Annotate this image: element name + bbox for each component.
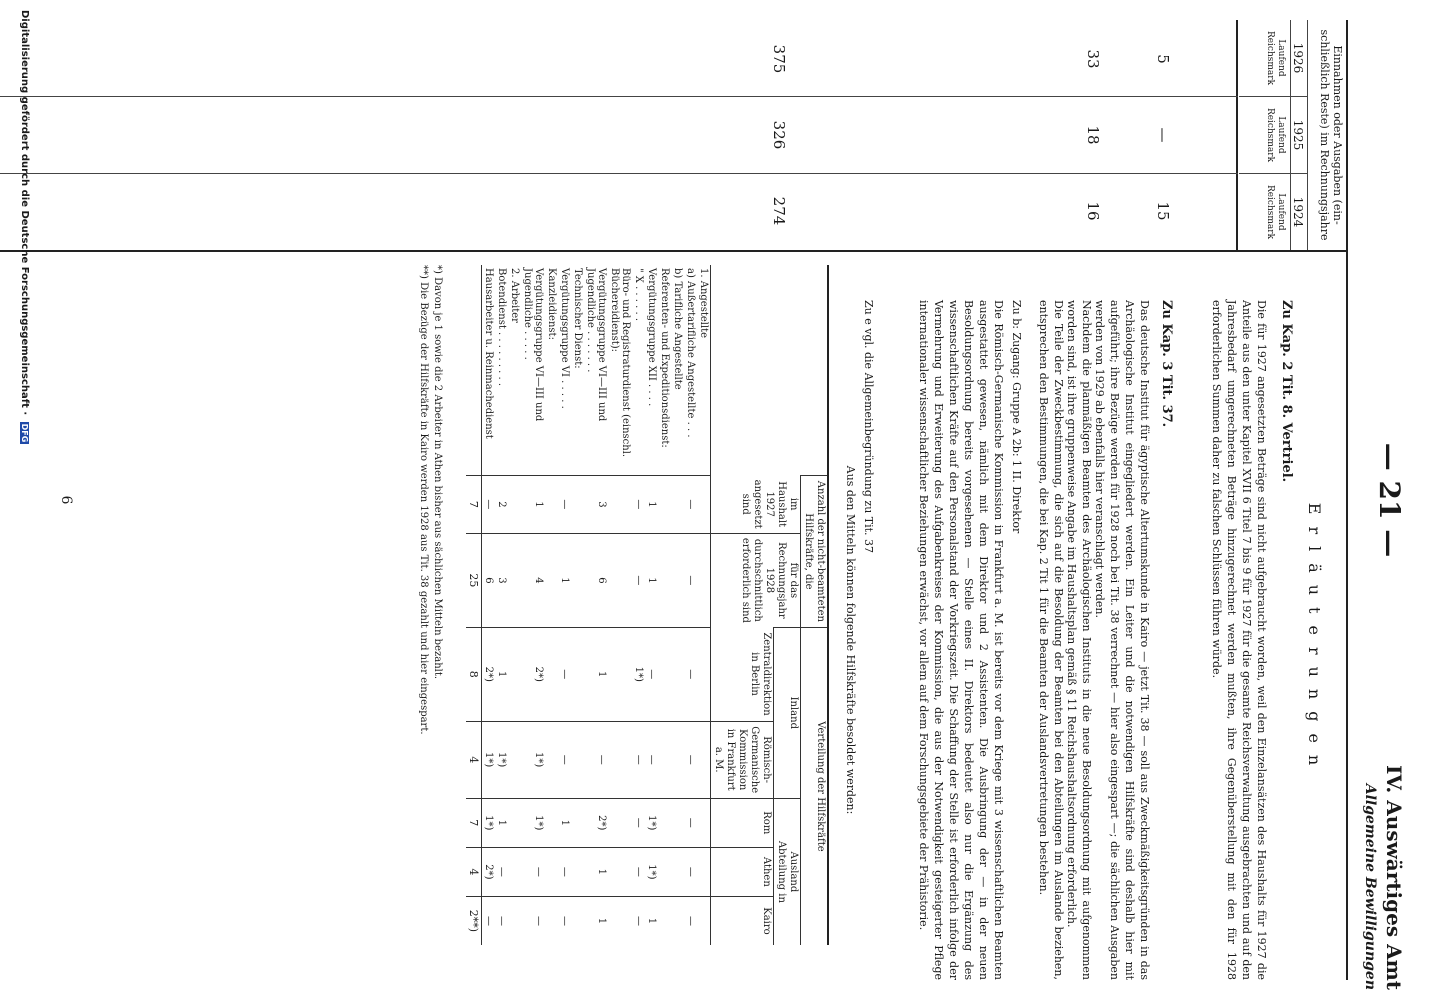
- footnote-1: *) Davon je 1 sowie die 2 Arbeiter in Athen bisher aus sächlichen Mitteln bezahlt.: [432, 265, 443, 680]
- cell: 1: [558, 533, 571, 627]
- cell: 7: [466, 798, 482, 847]
- cell: 2*): [584, 798, 608, 847]
- table-row: [608, 265, 632, 945]
- section-title: IV. Auswärtiges Amt: [1382, 764, 1406, 990]
- cell: [658, 533, 671, 627]
- cell: [658, 721, 671, 798]
- table-row: [584, 265, 608, 945]
- cell: —: [521, 847, 545, 896]
- cell: —: [558, 721, 571, 798]
- table-row: [545, 265, 558, 945]
- cell: [697, 627, 711, 721]
- cell: 6: [584, 533, 608, 627]
- header-rom: Rom: [711, 798, 774, 847]
- cell: —: [632, 798, 645, 847]
- cell: 1*): [645, 847, 658, 896]
- erlaeuterungen-heading: Erläuterungen: [1305, 502, 1324, 778]
- cell: [545, 627, 558, 721]
- cell: [697, 798, 711, 847]
- cell: 1: [521, 475, 545, 533]
- cell: 1: [645, 533, 658, 627]
- cell: 25: [466, 533, 482, 627]
- cell: [671, 475, 684, 533]
- cell: [608, 798, 632, 847]
- cell: [608, 475, 632, 533]
- cell: [571, 721, 584, 798]
- row-label: [466, 265, 482, 475]
- cell: [658, 627, 671, 721]
- cell: 1*): [482, 721, 496, 798]
- cell: 7: [466, 475, 482, 533]
- value-1926-row1: 5: [1154, 54, 1172, 64]
- row-label: Hausarbeiter u. Reinmachedienst: [483, 268, 494, 439]
- cell: 2**): [466, 896, 482, 945]
- row-label: " X . . . . . .: [633, 268, 644, 322]
- table-corner: [711, 265, 829, 475]
- cell: [697, 533, 711, 627]
- row-label: Vergütungsgruppe VI . . . . .: [559, 268, 570, 409]
- unit-label: Laufend Reichsmark: [1265, 184, 1286, 240]
- row-label: Referenten- und Expeditionsdienst:: [659, 268, 670, 448]
- cell: 6: [482, 533, 496, 627]
- header-ausland-label: Ausland: [788, 851, 799, 893]
- row-label: Technischer Dienst:: [572, 268, 583, 369]
- statistics-column: [0, 20, 1348, 252]
- cell: [658, 847, 671, 896]
- table-row: [632, 265, 645, 945]
- cell: [697, 896, 711, 945]
- table-row: [482, 265, 496, 945]
- value-1924-row2: 16: [1084, 201, 1102, 221]
- folio-number: 6: [58, 495, 74, 505]
- cell: [545, 798, 558, 847]
- cell: 1: [495, 627, 508, 721]
- cell: [658, 896, 671, 945]
- cell: 2*): [521, 627, 545, 721]
- cell: 4: [466, 721, 482, 798]
- statistics-caption: Einnahmen oder Ausgaben (ein-schließlich Reste) im Rechnungsjahre: [1318, 29, 1344, 241]
- table-row: [495, 265, 508, 945]
- cell: 1*): [521, 798, 545, 847]
- paragraph-kap2: Die für 1927 angesetzten Beträge sind nicht aufgebraucht worden, weil den Einzelansätzen des Haushalts für 1927 die Anteile aus den unter Kapitel XVII 6 Titel 7 bis 9 für 1927 für die gesamte Reichsverwaltung ausgebrachten und auf den Jahresbedarf umgerechneten Beträge hinzugerechnet werden mußten, ihre Gegenüberstellung mit den für 1928 erforderlichen Summen daher zu falschen Schlüssen führen würde.: [1210, 300, 1268, 980]
- cell: 2*): [482, 627, 496, 721]
- header-inland: Inland: [774, 627, 801, 798]
- row-label: a) Außertarifliche Angestellte . . .: [685, 268, 696, 438]
- year-columns: [1239, 20, 1308, 250]
- paragraph-zugang: Zu b: Zugang: Gruppe A 2b: 1 II. Direktor: [1010, 300, 1023, 534]
- header-fuer-das: für das Rechnungsjahr 1928 durchschnittlich erforderlich sind: [711, 533, 801, 627]
- section-subtitle: Allgemeine Bewilligungen: [1362, 783, 1378, 990]
- cell: [508, 896, 521, 945]
- cell: 1: [584, 847, 608, 896]
- header-rgk: Römisch-Germanische Kommission in Frankfurt a. M.: [711, 721, 774, 798]
- cell: —: [632, 847, 645, 896]
- cell: —: [558, 896, 571, 945]
- table-row: [697, 265, 711, 945]
- row-label: Vergütungsgruppe XII . . . .: [646, 268, 657, 407]
- paragraph-zweckbestimmung: Die Teile der Zweckbestimmung, die sich auf die Besoldung der Beamten bei den Abteilungen im Auslande beziehen, entsprechen den Bestimmungen, die bei Kap. 2 Tit 1 für die Beamten der Auslandsvertretungen bestehen.: [1037, 300, 1065, 980]
- header-anzahl: Anzahl der nicht-beamteten Hilfskräfte, die: [801, 475, 829, 627]
- cell: 1: [584, 627, 608, 721]
- paragraph-zu-e: Zu e vgl. die Allgemeinbegründung zu Tit. 37: [862, 300, 875, 554]
- cell: [545, 896, 558, 945]
- cell: —: [684, 896, 697, 945]
- value-1925-row2: 18: [1084, 125, 1102, 145]
- cell: —: [521, 896, 545, 945]
- cell: —: [684, 721, 697, 798]
- table-row: [684, 265, 697, 945]
- cell: [545, 475, 558, 533]
- cell: 2: [495, 475, 508, 533]
- unit-label: Laufend Reichsmark: [1265, 30, 1286, 86]
- table-row: [521, 265, 545, 945]
- cell: [671, 533, 684, 627]
- cell: [671, 721, 684, 798]
- paragraph-institut-kairo: Das deutsche Institut für ägyptische Altertumskunde in Kairo — jetzt Tit. 38 — soll aus Zweckmäßigkeitsgründen in das Archäologische Institut eingegliedert werden. Ein Leiter und die notwendigen Hilfskräfte sind deshalb hier mit aufgeführt; ihre Bezüge werden für 1928 noch bei Tit. 38 verrechnet — hier also eingespart —; die sächlichen Ausgaben werden von 1929 ab ebenfalls hier veranschlagt werden.: [1093, 300, 1151, 980]
- cell: 1*): [645, 798, 658, 847]
- cell: [508, 475, 521, 533]
- cell: [545, 847, 558, 896]
- cell: [671, 896, 684, 945]
- cell: [697, 847, 711, 896]
- cell: [671, 798, 684, 847]
- cell: 3: [584, 475, 608, 533]
- cell: 1*): [521, 721, 545, 798]
- cell: 1*): [482, 798, 496, 847]
- cell: 3: [495, 533, 508, 627]
- cell: —: [684, 627, 697, 721]
- cell: —: [684, 847, 697, 896]
- hilfskraefte-table: [466, 265, 829, 945]
- cell: [508, 721, 521, 798]
- cell: —: [632, 896, 645, 945]
- cell: 4: [521, 533, 545, 627]
- dfg-logo: DFG: [20, 423, 29, 443]
- cell: [508, 627, 521, 721]
- cell: [571, 798, 584, 847]
- cell: [508, 847, 521, 896]
- header-abteilung-label: Abteilung in: [776, 840, 787, 903]
- cell: [671, 847, 684, 896]
- row-label: 1. Angestellte: [698, 268, 709, 339]
- header-ausland: [774, 798, 801, 945]
- paragraph-hilfskraefte: Aus den Mitteln können folgende Hilfskräfte besoldet werden:: [844, 465, 857, 815]
- year-label: 1926: [1290, 20, 1307, 96]
- cell: —: [632, 721, 645, 798]
- row-label: Vergütungsgruppe VI—III und Jugendliche . . . . . . .: [585, 268, 607, 422]
- row-label: b) Tarifliche Angestellte: [672, 268, 683, 390]
- cell: [508, 798, 521, 847]
- footnotes: [416, 265, 444, 945]
- kap2-heading: Zu Kap. 2 Tit. 8. Vertriel.: [1279, 300, 1294, 483]
- paragraph-besoldungsordnung: Nachdem die planmäßigen Beamten des Archäologischen Instituts in die neue Besoldungsordnung mit aufgenommen worden sind, ist ihre gruppenweise Angabe im Haushaltsplan gemäß § 11 Reichshaushaltsordnung erforderlich.: [1065, 300, 1093, 980]
- cell: —: [482, 896, 496, 945]
- row-label: 2. Arbeiter: [509, 268, 520, 323]
- row-label: Botendienst . . . . . . . . .: [496, 268, 507, 387]
- statistics-header: [1236, 20, 1348, 250]
- cell: [697, 475, 711, 533]
- year-label: 1924: [1290, 174, 1307, 250]
- cell: [608, 721, 632, 798]
- unit-label: Laufend Reichsmark: [1265, 107, 1286, 163]
- cell: 4: [466, 847, 482, 896]
- cell: [608, 627, 632, 721]
- row-label: Vergütungsgruppe VI—III und Jugendliche . . . . .: [522, 268, 544, 422]
- cell: [608, 533, 632, 627]
- digitization-credit: [19, 10, 30, 710]
- cell: —: [558, 847, 571, 896]
- cell: [545, 533, 558, 627]
- cell: —: [684, 798, 697, 847]
- cell: —: [558, 627, 571, 721]
- cell: 1: [645, 896, 658, 945]
- value-1924-row3: 274: [770, 196, 788, 226]
- header-athen: Athen: [711, 847, 774, 896]
- cell: 1*): [632, 627, 645, 721]
- cell: 1*): [495, 721, 508, 798]
- table-sum-row: [466, 265, 482, 945]
- cell: 1: [584, 896, 608, 945]
- cell: [545, 721, 558, 798]
- table-row: [645, 265, 658, 945]
- cell: [608, 896, 632, 945]
- header-kairo: Kairo: [711, 896, 774, 945]
- cell: —: [645, 627, 658, 721]
- cell: 1: [558, 798, 571, 847]
- value-1925-row3: 326: [770, 120, 788, 150]
- value-1926-row2: 33: [1084, 49, 1102, 69]
- cell: —: [645, 721, 658, 798]
- table-row: [671, 265, 684, 945]
- cell: [697, 721, 711, 798]
- cell: [571, 475, 584, 533]
- cell: —: [495, 847, 508, 896]
- cell: [658, 798, 671, 847]
- column-divider: [0, 96, 1238, 97]
- table-row: [658, 265, 671, 945]
- year-column-1926: [1239, 20, 1307, 97]
- cell: [508, 533, 521, 627]
- footnote-2: **) Die Bezüge der Hilfskräfte in Kairo werden 1928 aus Tit. 38 gezahlt und hier eingespart.: [418, 265, 429, 735]
- cell: 8: [466, 627, 482, 721]
- value-1925-row1: —: [1154, 127, 1172, 143]
- cell: 1: [645, 475, 658, 533]
- year-label: 1925: [1290, 97, 1307, 173]
- cell: [571, 896, 584, 945]
- year-column-1924: [1239, 174, 1307, 250]
- table-row: [508, 265, 521, 945]
- cell: 1: [495, 798, 508, 847]
- cell: [608, 847, 632, 896]
- cell: —: [495, 896, 508, 945]
- row-label: Büro- und Registraturdienst (einschl. Büchereidienst):: [609, 268, 631, 458]
- cell: 2*): [482, 847, 496, 896]
- table-row: [558, 265, 571, 945]
- cell: —: [584, 721, 608, 798]
- row-label: Kanzleidienst:: [546, 268, 557, 340]
- cell: —: [482, 475, 496, 533]
- table-row: [571, 265, 584, 945]
- cell: [671, 627, 684, 721]
- paragraph-roemisch-germanische: Die Römisch-Germanische Kommission in Frankfurt a. M. ist bereits vor dem Kriege mit 3 wissenschaftlichen Beamten ausgestattet gewesen, nämlich mit dem Direktor und 2 Assistenten. Die Ausbringung der — in der neuen Besoldungsordnung bereits vorgesehenen — Stelle eines II. Direktors bedeutet also nur die Ergänzung des wissenschaftlichen Kräfte auf den Personalstand der Vorkriegszeit. Die Schaffung der Stelle ist erforderlich infolge der Vermehrung und Erweiterung des Aufgabenkreises der Kommission, die aus der Notwendigkeit gesteigerter Pflege internationaler wissenschaftlicher Beziehungen erwächst, vor allem auf dem Forschungsgebiete der Prähistorie.: [917, 300, 1005, 980]
- header-zentral: Zentraldirektion in Berlin: [711, 627, 774, 721]
- cell: —: [558, 475, 571, 533]
- cell: [571, 533, 584, 627]
- kap3-heading: Zu Kap. 3 Tit. 37.: [1159, 300, 1174, 428]
- cell: —: [632, 475, 645, 533]
- cell: —: [632, 533, 645, 627]
- year-column-1925: [1239, 97, 1307, 174]
- column-divider: [0, 173, 1238, 174]
- value-1926-row3: 375: [770, 44, 788, 74]
- header-im-haushalt: im Haushalt 1927 angesetzt sind: [711, 475, 801, 533]
- cell: —: [684, 475, 697, 533]
- header-verteilung: Verteilung der Hilfskräfte: [801, 627, 829, 945]
- page-number: — 21 —: [1373, 442, 1406, 558]
- cell: —: [684, 533, 697, 627]
- value-1924-row1: 15: [1154, 201, 1172, 221]
- cell: [658, 475, 671, 533]
- cell: [571, 627, 584, 721]
- digitization-text: Digitalisierung gefördert durch die Deutsche Forschungsgemeinschaft ·: [19, 10, 30, 416]
- cell: [571, 847, 584, 896]
